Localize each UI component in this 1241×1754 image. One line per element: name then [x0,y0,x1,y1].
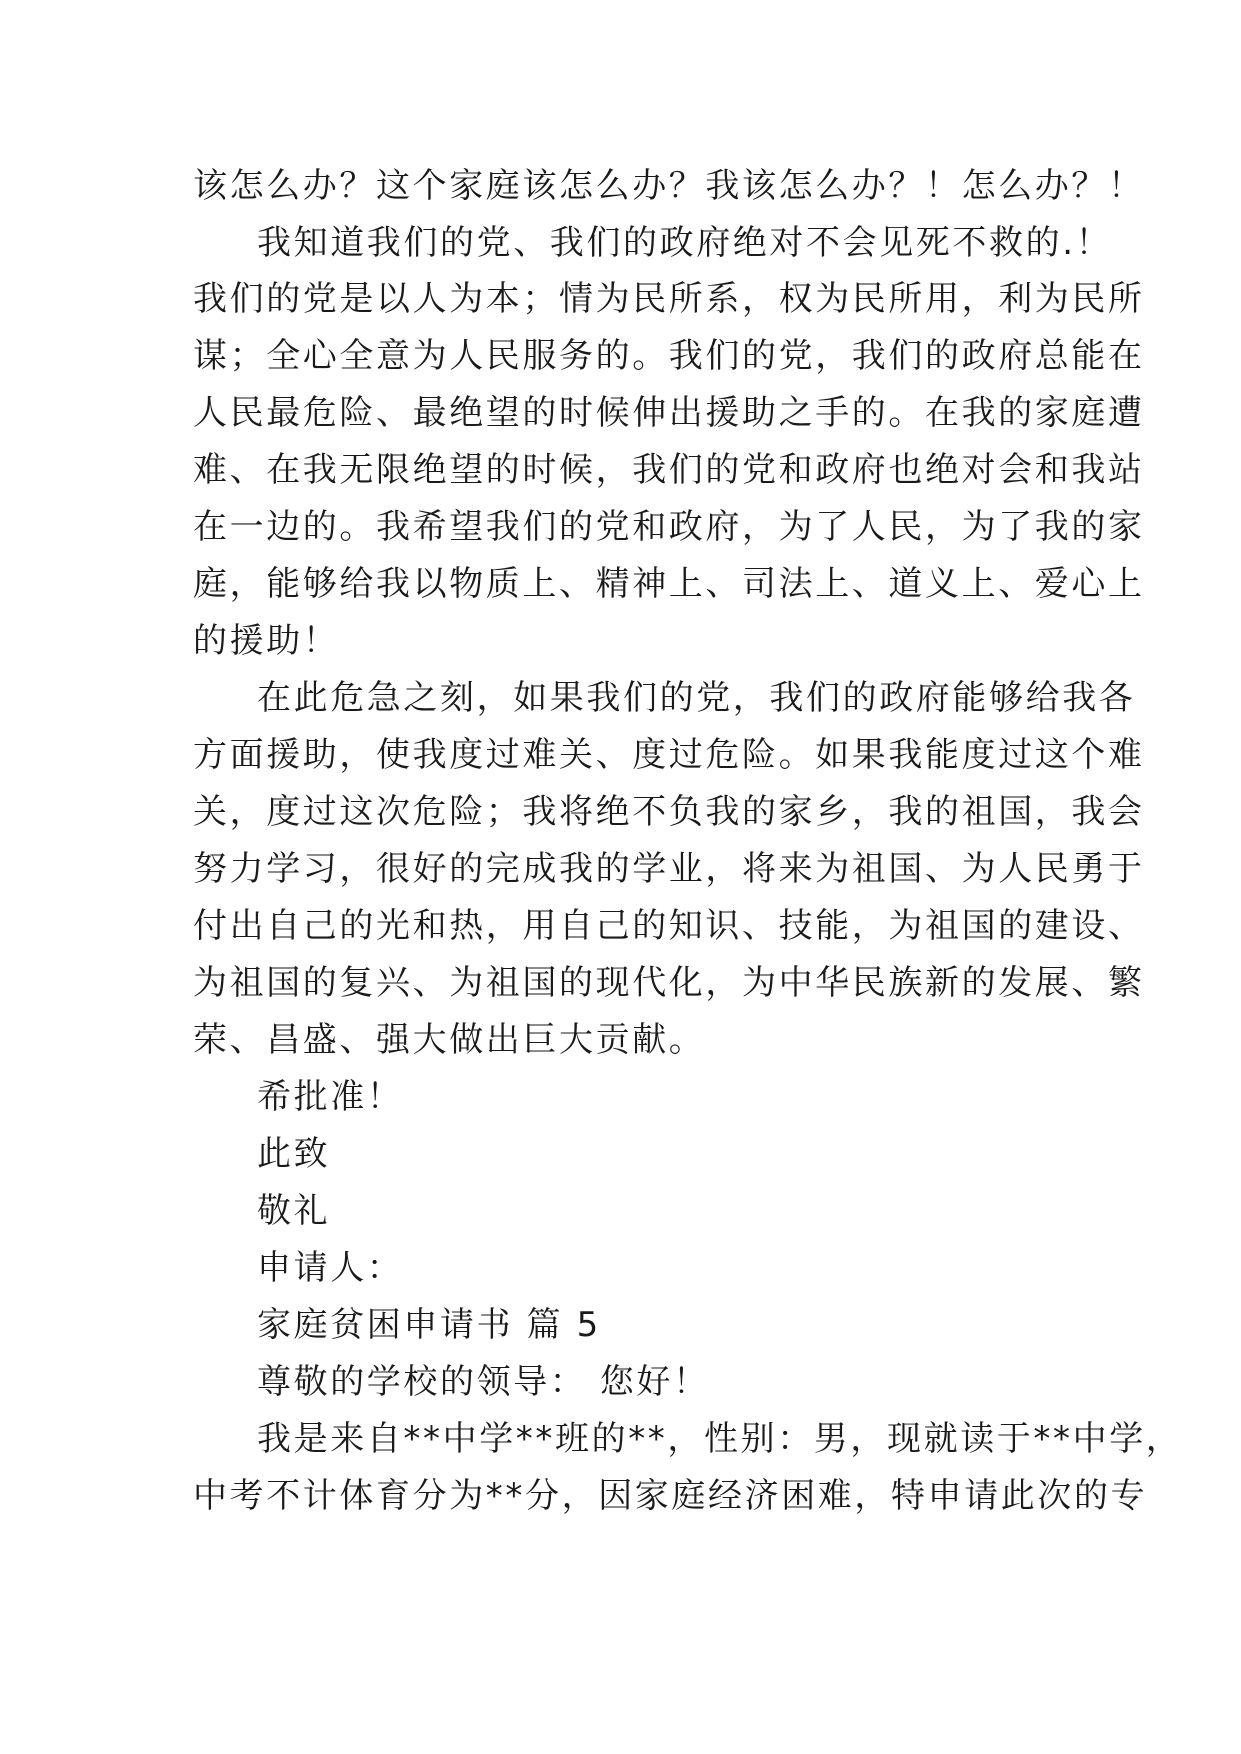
salutation-line: 此致 [257,1134,331,1174]
text-line: 付出自己的光和热，用自己的知识、技能，为祖国的建设、 [193,906,1145,946]
paragraph-start-line: 我知道我们的党、我们的政府绝对不会见死不救的.！ [257,223,1113,263]
salutation-line: 敬礼 [257,1191,331,1231]
text-line: 中考不计体育分为**分，因家庭经济困难，特申请此次的专 [193,1476,1148,1516]
text-line: 关，度过这次危险；我将绝不负我的家乡，我的祖国，我会 [193,792,1145,832]
paragraph-start-line: 我是来自**中学**班的**，性别：男，现就读于**中学， [257,1419,1183,1459]
paragraph-start-line: 在此危急之刻，如果我们的党，我们的政府能够给我各 [257,678,1136,718]
text-line: 为祖国的复兴、为祖国的现代化，为中华民族新的发展、繁 [193,963,1145,1003]
text-line: 该怎么办？这个家庭该怎么办？我该怎么办？！怎么办？！ [193,166,1145,206]
text-line: 难、在我无限绝望的时候，我们的党和政府也绝对会和我站 [193,450,1145,490]
text-line: 荣、昌盛、强大做出巨大贡献。 [193,1020,706,1060]
text-line: 庭，能够给我以物质上、精神上、司法上、道义上、爱心上 [193,564,1145,604]
approval-request-line: 希批准！ [257,1077,404,1117]
applicant-line: 申请人： [257,1248,404,1288]
text-line: 努力学习，很好的完成我的学业，将来为祖国、为人民勇于 [193,849,1145,889]
text-line: 人民最危险、最绝望的时候伸出援助之手的。在我的家庭遭 [193,393,1145,433]
text-line: 在一边的。我希望我们的党和政府，为了人民，为了我的家 [193,507,1145,547]
greeting-line: 尊敬的学校的领导： 您好！ [257,1362,710,1402]
text-line: 我们的党是以人为本；情为民所系，权为民所用，利为民所 [193,279,1145,319]
text-line: 的援助！ [193,621,340,661]
text-line: 谋；全心全意为人民服务的。我们的党，我们的政府总能在 [193,336,1145,376]
section-title: 家庭贫困申请书 篇 5 [257,1305,601,1345]
text-line: 方面援助，使我度过难关、度过危险。如果我能度过这个难 [193,735,1145,775]
